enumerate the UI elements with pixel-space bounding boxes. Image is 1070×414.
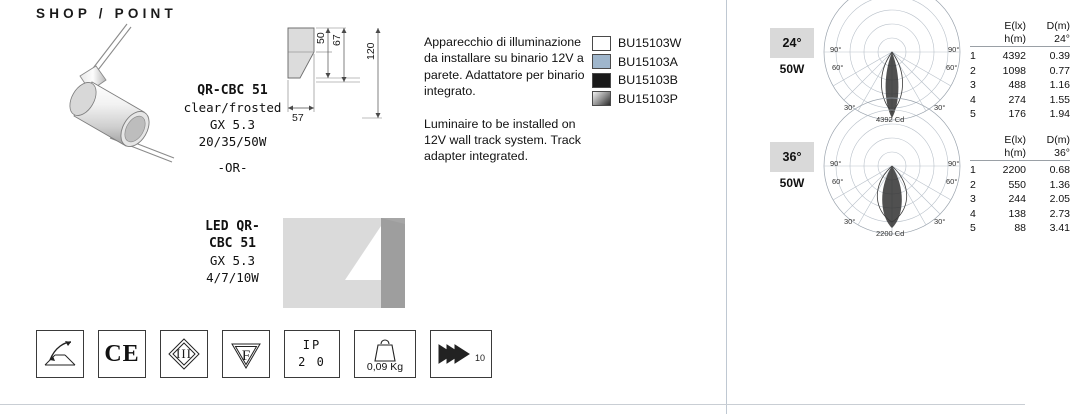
row-diameter: 0.68	[1049, 164, 1070, 176]
row-diameter: 1.55	[1049, 93, 1070, 106]
column-divider	[726, 0, 727, 414]
row-illuminance: 1098	[1002, 64, 1026, 77]
col-header-elx: E(lx)	[1004, 20, 1026, 32]
svg-text:60°: 60°	[946, 63, 958, 72]
product-swatch-illustration	[283, 218, 405, 308]
lamp-secondary-wattage: 4/7/10W	[206, 270, 259, 285]
list-item[interactable]	[592, 34, 712, 53]
svg-text:60°: 60°	[832, 177, 844, 186]
black-swatch	[592, 73, 611, 88]
dim-width-57: 57	[292, 112, 304, 124]
list-item[interactable]	[592, 90, 712, 109]
f-mark-label: F	[241, 347, 251, 364]
row-diameter: 1.16	[1049, 79, 1070, 92]
row-diameter: 2.73	[1049, 207, 1070, 220]
svg-text:30°: 30°	[934, 217, 946, 226]
row-illuminance: 88	[1014, 222, 1026, 235]
ip-rating-value: 2 0	[298, 355, 326, 369]
adjustable-beam-icon	[36, 330, 84, 378]
polar-diagram	[822, 132, 962, 244]
row-illuminance: 176	[1008, 108, 1026, 121]
photometric-card-36deg	[770, 132, 1070, 247]
row-height: 4	[970, 207, 976, 220]
product-code: BU15103W	[618, 36, 682, 51]
dim-height-50: 50	[315, 32, 327, 44]
col-header-dm: D(m)	[1046, 134, 1070, 146]
svg-text:60°: 60°	[832, 63, 844, 72]
row-height: 5	[970, 222, 976, 235]
f-mark-icon	[222, 330, 270, 378]
lamp-primary-wattage: 20/35/50W	[198, 134, 267, 149]
col-subheader-hm: h(m)	[1004, 147, 1026, 159]
or-divider: -OR-	[217, 160, 248, 175]
lamp-primary-base: GX 5.3	[209, 117, 256, 132]
row-illuminance: 4392	[1002, 50, 1026, 62]
description-english: Luminaire to be installed on 12V wall track system. Track adapter integrated.	[424, 116, 581, 164]
table-row	[970, 78, 1070, 93]
dim-height-120: 120	[365, 42, 377, 60]
lamp-secondary-name-line1: LED QR-	[205, 219, 260, 234]
lamp-secondary-name-line2: CBC 51	[209, 236, 256, 251]
row-illuminance: 274	[1008, 93, 1026, 106]
list-item[interactable]	[592, 71, 712, 90]
table-row	[970, 207, 1070, 222]
ip-rating-prefix: IP	[302, 338, 322, 352]
list-item[interactable]	[592, 53, 712, 72]
white-swatch	[592, 36, 611, 51]
photometric-card-24deg	[770, 18, 1070, 133]
lamp-primary-finish: clear/frosted	[183, 100, 282, 115]
row-height: 3	[970, 79, 976, 92]
table-row	[970, 49, 1070, 64]
description-italian: Apparecchio di illuminazione da installare su binario 12V a parete. Adattatore per binario integrato.	[424, 35, 585, 99]
row-height: 4	[970, 93, 976, 106]
row-height: 1	[970, 50, 976, 62]
polar-center-cd: 4392 Cd	[876, 115, 905, 124]
svg-text:60°: 60°	[946, 177, 958, 186]
col-header-dm: D(m)	[1046, 20, 1070, 32]
table-row	[970, 64, 1070, 79]
polar-center-cd: 2200 Cd	[876, 229, 905, 238]
beam-angle-badge: 36°	[770, 142, 814, 172]
row-diameter: 0.39	[1049, 50, 1070, 62]
svg-text:30°: 30°	[934, 103, 946, 112]
row-height: 2	[970, 64, 976, 77]
ce-mark-icon	[98, 330, 146, 378]
product-code: BU15103B	[618, 73, 678, 88]
ip-rating-icon	[284, 330, 340, 378]
ce-mark-label: CE	[104, 340, 140, 367]
table-row	[970, 93, 1070, 108]
row-illuminance: 138	[1008, 207, 1026, 220]
photobiological-safety-icon	[430, 330, 492, 378]
row-height: 3	[970, 193, 976, 206]
weight-icon	[354, 330, 416, 378]
dimension-drawing	[270, 22, 410, 142]
polished-swatch	[592, 91, 611, 106]
table-row	[970, 107, 1070, 122]
product-code: BU15103A	[618, 54, 678, 69]
weight-label: 0,09 Kg	[366, 361, 404, 373]
bottom-rule	[0, 404, 1025, 405]
lamp-secondary-base: GX 5.3	[209, 253, 256, 268]
svg-text:10: 10	[475, 353, 486, 363]
row-diameter: 0.77	[1049, 64, 1070, 77]
aluminium-swatch	[592, 54, 611, 69]
description-block	[424, 34, 594, 181]
photometric-table-36deg	[970, 134, 1070, 236]
row-diameter: 1.36	[1049, 178, 1070, 191]
lamp-primary-name: QR-CBC 51	[197, 83, 268, 98]
svg-text:90°: 90°	[830, 159, 842, 168]
wattage-label: 50W	[779, 62, 805, 76]
col-subheader-angle: 24°	[1054, 33, 1070, 45]
row-diameter: 3.41	[1049, 222, 1070, 235]
table-row	[970, 178, 1070, 193]
svg-text:30°: 30°	[844, 217, 856, 226]
row-height: 5	[970, 108, 976, 121]
product-code: BU15103P	[618, 91, 678, 106]
beam-angle-badge: 24°	[770, 28, 814, 58]
svg-text:90°: 90°	[830, 45, 842, 54]
svg-text:90°: 90°	[948, 45, 960, 54]
col-subheader-hm: h(m)	[1004, 33, 1026, 45]
col-header-elx: E(lx)	[1004, 134, 1026, 146]
polar-diagram	[822, 18, 962, 130]
svg-text:30°: 30°	[844, 103, 856, 112]
row-illuminance: 2200	[1002, 164, 1026, 176]
page-title: SHOP / POINT	[36, 6, 177, 21]
row-height: 1	[970, 164, 976, 176]
table-row	[970, 163, 1070, 178]
photometric-table-24deg	[970, 20, 1070, 122]
product-code-list	[592, 34, 712, 108]
row-illuminance: 550	[1008, 178, 1026, 191]
row-diameter: 1.94	[1049, 108, 1070, 121]
row-diameter: 2.05	[1049, 193, 1070, 206]
table-row	[970, 192, 1070, 207]
row-illuminance: 488	[1008, 79, 1026, 92]
col-subheader-angle: 36°	[1054, 147, 1070, 159]
dim-height-67: 67	[331, 34, 343, 46]
wattage-label: 50W	[779, 176, 805, 190]
svg-text:90°: 90°	[948, 159, 960, 168]
row-illuminance: 244	[1008, 193, 1026, 206]
class-iii-label: III	[176, 346, 192, 361]
certification-icon-row	[36, 330, 506, 378]
table-row	[970, 221, 1070, 236]
class-iii-icon	[160, 330, 208, 378]
row-height: 2	[970, 178, 976, 191]
